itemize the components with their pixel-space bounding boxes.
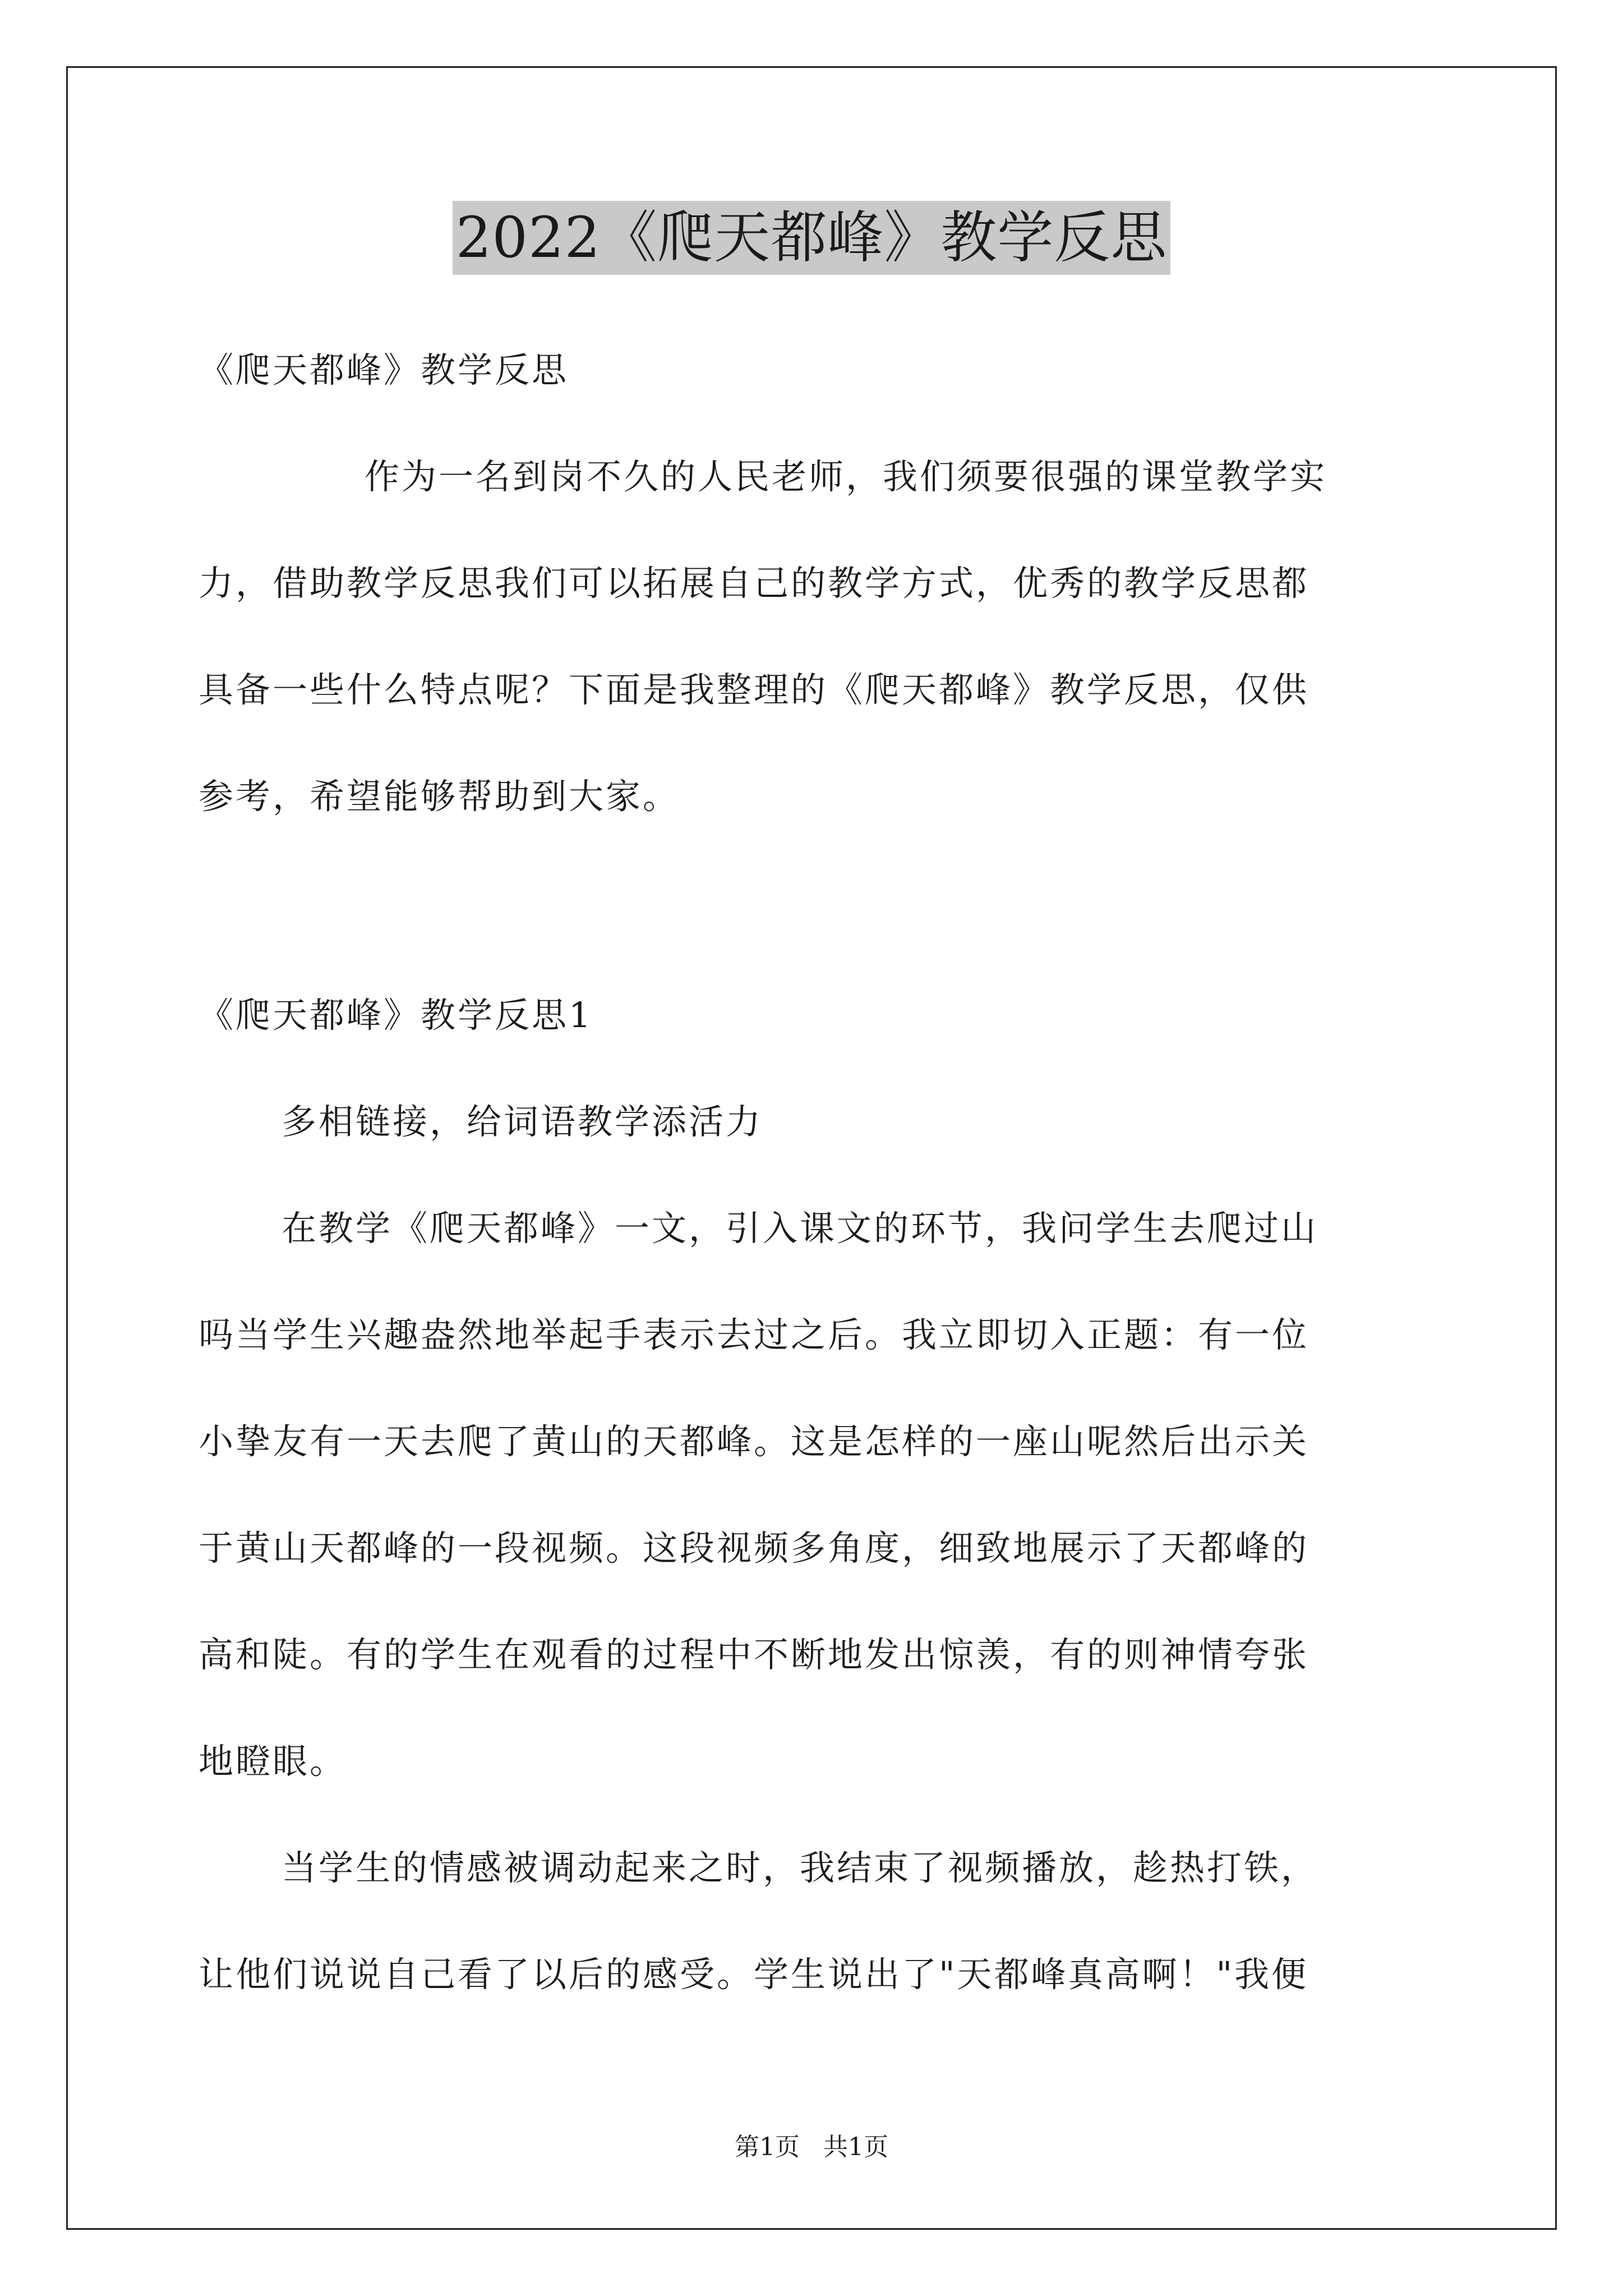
intro-line-2: 力，借助教学反思我们可以拓展自己的教学方式，优秀的教学反思都 [199,563,1310,604]
document-title-text: 2022《爬天都峰》教学反思 [453,201,1171,275]
page-footer [0,2132,1623,2163]
intro-line-1: 作为一名到岗不久的人民老师，我们须要很强的课堂教学实 [365,456,1327,497]
paragraph2-line-2: 让他们说说自己看了以后的感受。学生说出了"天都峰真高啊！"我便 [199,1954,1309,1995]
page-total: 共1页 [823,2133,888,2161]
paragraph2-line-1: 当学生的情感被调动起来之时，我结束了视频播放，趁热打铁， [282,1847,1318,1888]
document-title [0,201,1623,275]
intro-line-4: 参考，希望能够帮助到大家。 [199,776,680,817]
paragraph1-line-3: 小挚友有一天去爬了黄山的天都峰。这是怎样的一座山呢然后出示关 [199,1421,1310,1462]
section-subheading: 多相链接，给词语教学添活力 [282,1101,763,1142]
paragraph1-line-5: 高和陡。有的学生在观看的过程中不断地发出惊羡，有的则神情夸张 [199,1634,1310,1675]
paragraph1-line-1: 在教学《爬天都峰》一文，引入课文的环节，我问学生去爬过山 [282,1208,1318,1249]
paragraph1-line-2: 吗当学生兴趣盎然地举起手表示去过之后。我立即切入正题：有一位 [199,1314,1310,1355]
intro-line-3: 具备一些什么特点呢？下面是我整理的《爬天都峰》教学反思，仅供 [199,669,1310,710]
subtitle: 《爬天都峰》教学反思 [199,349,569,390]
page-number: 第1页 [735,2133,800,2161]
section-heading: 《爬天都峰》教学反思1 [199,995,593,1036]
paragraph1-line-6: 地瞪眼。 [199,1741,347,1782]
paragraph1-line-4: 于黄山天都峰的一段视频。这段视频多角度，细致地展示了天都峰的 [199,1527,1310,1568]
